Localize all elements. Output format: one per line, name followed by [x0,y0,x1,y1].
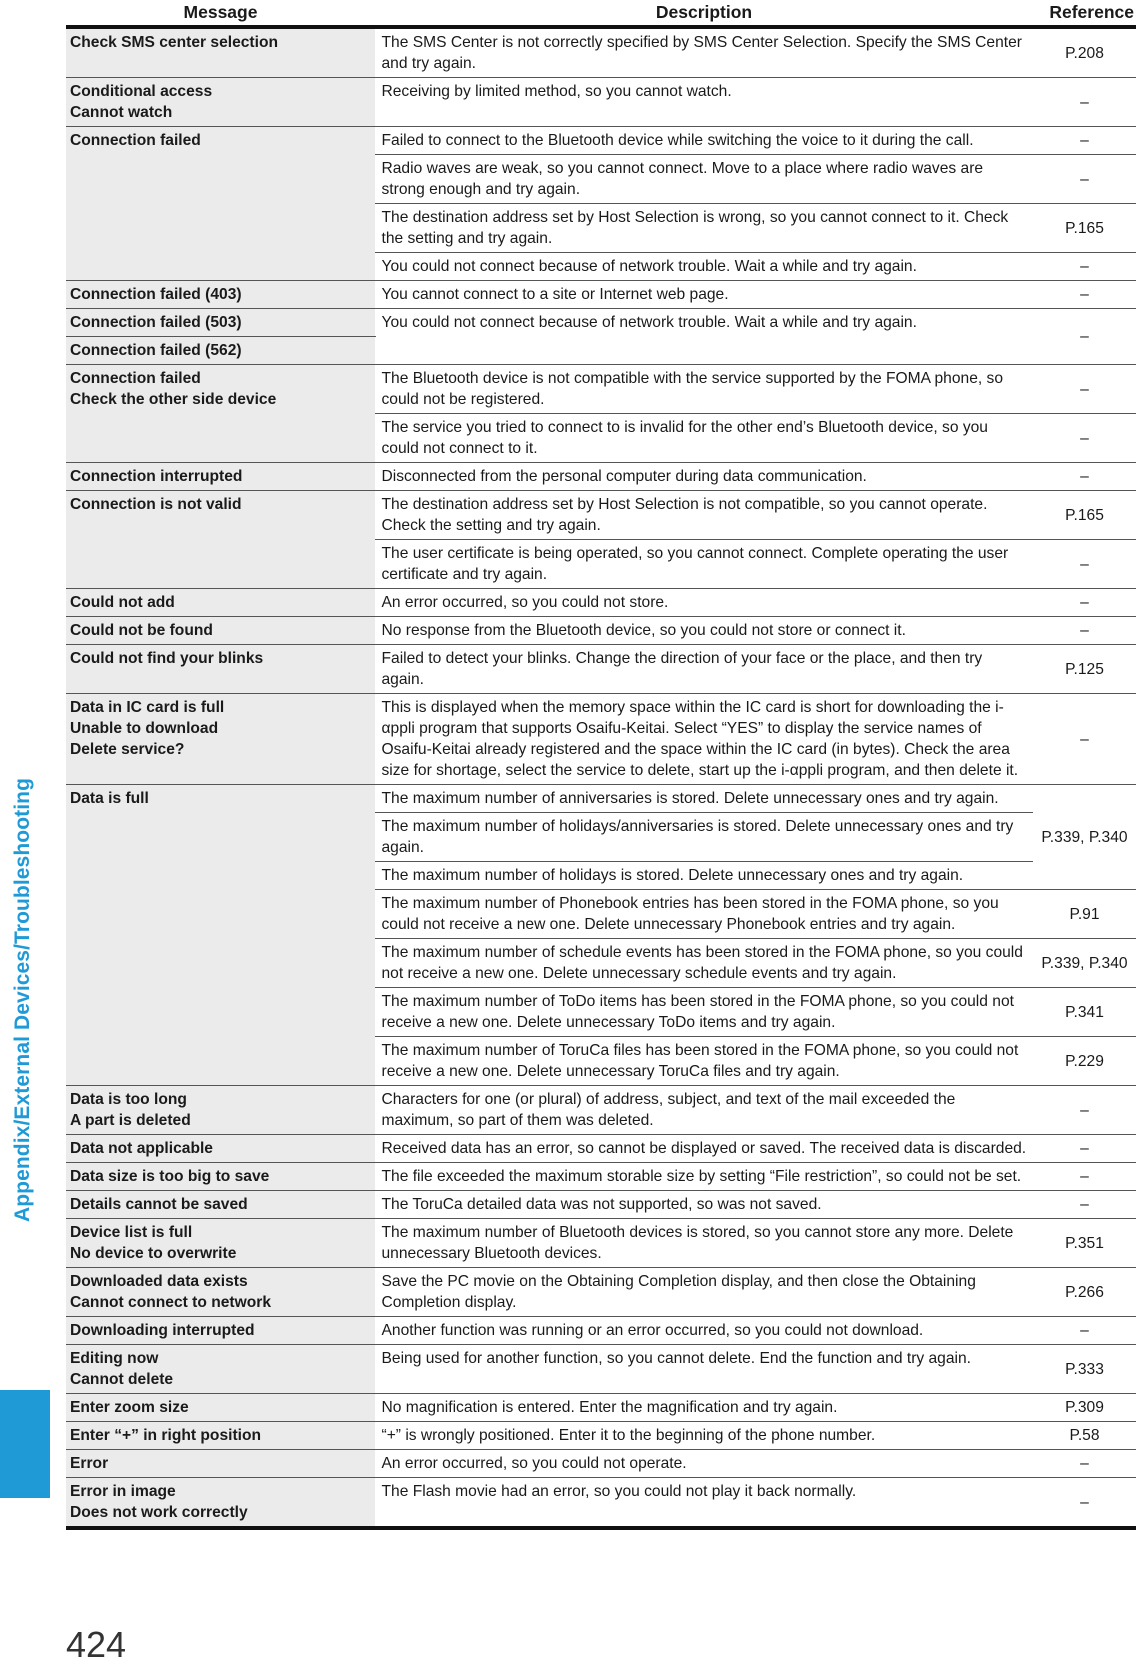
reference-cell: – [1033,365,1136,414]
message-line: Does not work correctly [70,1504,248,1521]
reference-cell: P.333 [1033,1345,1136,1394]
reference-cell: – [1033,589,1136,617]
message-line: Downloaded data exists [70,1273,248,1290]
reference-cell: – [1033,1163,1136,1191]
side-section-label [0,0,46,1500]
message-line: Delete service? [70,741,185,758]
message-line: Connection is not valid [70,496,242,513]
table-row [66,127,1136,155]
message-cell [66,337,375,365]
description-cell: You could not connect because of network trouble. Wait a while and try again. [375,309,1033,365]
reference-cell: – [1033,540,1136,589]
description-cell: The maximum number of Bluetooth devices is stored, so you cannot store any more. Delete unnecessary Bluetooth devices. [375,1219,1033,1268]
table-row [66,694,1136,785]
reference-cell: – [1033,1191,1136,1219]
table-row [66,1219,1136,1268]
page-number: 424 [66,1624,127,1665]
description-cell: An error occurred, so you could not operate. [375,1450,1033,1478]
description-cell: Radio waves are weak, so you cannot connect. Move to a place where radio waves are strong enough and try again. [375,155,1033,204]
table-row [66,1422,1136,1450]
description-cell: The SMS Center is not correctly specified by SMS Center Selection. Specify the SMS Center and try again. [375,27,1033,78]
header-reference: Reference [1033,0,1136,27]
message-cell [66,1191,375,1219]
message-cell [66,463,375,491]
reference-cell: P.91 [1033,890,1136,939]
description-cell: The user certificate is being operated, so you cannot connect. Complete operating the user certificate and try again. [375,540,1033,589]
reference-cell: P.208 [1033,27,1136,78]
message-line: Downloading interrupted [70,1322,255,1339]
description-cell: An error occurred, so you could not store. [375,589,1033,617]
message-cell [66,1135,375,1163]
message-line: Details cannot be saved [70,1196,248,1213]
description-cell: The maximum number of Phonebook entries has been stored in the FOMA phone, so you could not receive a new one. Delete unnecessary Phonebook entries and try again. [375,890,1033,939]
message-cell [66,1450,375,1478]
reference-cell: – [1033,253,1136,281]
message-line: Cannot watch [70,104,173,121]
reference-cell: P.351 [1033,1219,1136,1268]
message-line: Data in IC card is full [70,699,225,716]
description-cell: No response from the Bluetooth device, so you could not store or connect it. [375,617,1033,645]
message-line: Device list is full [70,1224,193,1241]
message-cell [66,281,375,309]
message-cell [66,1422,375,1450]
description-cell: “+” is wrongly positioned. Enter it to the beginning of the phone number. [375,1422,1033,1450]
reference-cell: P.309 [1033,1394,1136,1422]
description-cell: Save the PC movie on the Obtaining Completion display, and then close the Obtaining Completion display. [375,1268,1033,1317]
reference-cell: P.341 [1033,988,1136,1037]
message-line: Could not be found [70,622,213,639]
troubleshooting-table-wrap [66,0,1136,1530]
header-description: Description [375,0,1033,27]
description-cell: The maximum number of schedule events has been stored in the FOMA phone, so you could not receive a new one. Delete unnecessary schedule events and try again. [375,939,1033,988]
description-cell: The destination address set by Host Selection is not compatible, so you cannot operate. Check the setting and try again. [375,491,1033,540]
table-row [66,1191,1136,1219]
message-line: No device to overwrite [70,1245,237,1262]
message-line: Data size is too big to save [70,1168,270,1185]
section-title: Appendix/External Devices/Troubleshooting [11,777,34,1223]
message-cell [66,785,375,1086]
reference-cell: – [1033,1450,1136,1478]
reference-cell: P.125 [1033,645,1136,694]
message-line: Data is too long [70,1091,187,1108]
reference-cell: – [1033,694,1136,785]
reference-cell: – [1033,1317,1136,1345]
table-row [66,78,1136,127]
reference-cell: P.339, P.340 [1033,785,1136,890]
description-cell: The destination address set by Host Selection is wrong, so you cannot connect to it. Check the setting and try again. [375,204,1033,253]
table-row [66,1268,1136,1317]
description-cell: You could not connect because of network trouble. Wait a while and try again. [375,253,1033,281]
description-cell: The maximum number of anniversaries is stored. Delete unnecessary ones and try again. [375,785,1033,813]
table-row [66,365,1136,414]
message-line: Cannot delete [70,1371,174,1388]
reference-cell: – [1033,1086,1136,1135]
description-cell: This is displayed when the memory space within the IC card is short for downloading the i-αppli program that supports Osaifu-Keitai. Select “YES” to display the service names of Osaifu-Keitai already registered and the space within the IC card (in bytes). Check the area size for shortage, select the service to delete, start up the i-αppli program, and then delete it. [375,694,1033,785]
message-line: Editing now [70,1350,159,1367]
description-cell: The maximum number of ToruCa files has been stored in the FOMA phone, so you could not receive a new one. Delete unnecessary ToruCa files and try again. [375,1037,1033,1086]
message-cell [66,27,375,78]
reference-cell: – [1033,414,1136,463]
message-cell [66,694,375,785]
message-line: Check the other side device [70,391,277,408]
table-row [66,1394,1136,1422]
reference-cell: – [1033,78,1136,127]
table-row [66,1345,1136,1394]
message-cell [66,365,375,463]
message-line: Connection interrupted [70,468,243,485]
description-cell: The maximum number of ToDo items has been stored in the FOMA phone, so you could not receive a new one. Delete unnecessary ToDo items and try again. [375,988,1033,1037]
description-cell: Another function was running or an error occurred, so you could not download. [375,1317,1033,1345]
message-cell [66,617,375,645]
table-row [66,1163,1136,1191]
message-cell [66,309,375,337]
description-cell: No magnification is entered. Enter the magnification and try again. [375,1394,1033,1422]
reference-cell: – [1033,281,1136,309]
message-line: Cannot connect to network [70,1294,271,1311]
reference-cell: – [1033,463,1136,491]
description-cell: Received data has an error, so cannot be displayed or saved. The received data is discarded. [375,1135,1033,1163]
message-cell [66,78,375,127]
table-row [66,1478,1136,1529]
message-line: Enter zoom size [70,1399,189,1416]
description-cell: The ToruCa detailed data was not supported, so was not saved. [375,1191,1033,1219]
message-line: Error in image [70,1483,176,1500]
description-cell: Failed to connect to the Bluetooth device while switching the voice to it during the call. [375,127,1033,155]
description-cell: The maximum number of holidays/anniversaries is stored. Delete unnecessary ones and try again. [375,813,1033,862]
table-row [66,309,1136,337]
description-cell: Characters for one (or plural) of address, subject, and text of the mail exceeded the maximum, so part of them was deleted. [375,1086,1033,1135]
table-row [66,1450,1136,1478]
message-line: Connection failed (403) [70,286,242,303]
description-cell: The maximum number of holidays is stored. Delete unnecessary ones and try again. [375,862,1033,890]
table-row [66,491,1136,540]
message-cell [66,1394,375,1422]
message-line: Could not find your blinks [70,650,264,667]
message-cell [66,1219,375,1268]
message-cell [66,589,375,617]
table-row [66,617,1136,645]
message-cell [66,1345,375,1394]
table-row [66,1317,1136,1345]
table-row [66,785,1136,813]
description-cell: The file exceeded the maximum storable size by setting “File restriction”, so could not be set. [375,1163,1033,1191]
table-row [66,589,1136,617]
message-line: Data not applicable [70,1140,213,1157]
section-tab-marker [0,1390,50,1498]
description-cell: You cannot connect to a site or Internet web page. [375,281,1033,309]
message-cell [66,1086,375,1135]
reference-cell: P.58 [1033,1422,1136,1450]
message-line: Could not add [70,594,175,611]
message-line: Conditional access [70,83,213,100]
table-row [66,281,1136,309]
message-cell [66,491,375,589]
message-line: Check SMS center selection [70,34,278,51]
table-row [66,27,1136,78]
message-line: Unable to download [70,720,219,737]
table-body [66,27,1136,1528]
message-line: Data is full [70,790,149,807]
description-cell: Disconnected from the personal computer during data communication. [375,463,1033,491]
message-cell [66,645,375,694]
description-cell: Receiving by limited method, so you cannot watch. [375,78,1033,127]
message-cell [66,1478,375,1529]
table-row [66,463,1136,491]
message-cell [66,127,375,281]
message-line: Enter “+” in right position [70,1427,262,1444]
reference-cell: – [1033,617,1136,645]
table-row [66,645,1136,694]
reference-cell: – [1033,127,1136,155]
message-cell [66,1268,375,1317]
reference-cell: P.165 [1033,491,1136,540]
table-header-row [66,0,1136,27]
message-cell [66,1163,375,1191]
description-cell: Failed to detect your blinks. Change the direction of your face or the place, and then try again. [375,645,1033,694]
reference-cell: P.165 [1033,204,1136,253]
message-line: Connection failed [70,132,201,149]
message-line: Connection failed [70,370,201,387]
reference-cell: – [1033,1135,1136,1163]
reference-cell: – [1033,155,1136,204]
message-line: Error [70,1455,109,1472]
description-cell: The Flash movie had an error, so you could not play it back normally. [375,1478,1033,1529]
troubleshooting-table [66,0,1136,1530]
table-row [66,1135,1136,1163]
reference-cell: P.229 [1033,1037,1136,1086]
reference-cell: – [1033,309,1136,365]
message-line: Connection failed (503) [70,314,242,331]
description-cell: The service you tried to connect to is invalid for the other end’s Bluetooth device, so you could not connect to it. [375,414,1033,463]
header-message: Message [66,0,375,27]
message-cell [66,1317,375,1345]
description-cell: Being used for another function, so you cannot delete. End the function and try again. [375,1345,1033,1394]
reference-cell: – [1033,1478,1136,1529]
reference-cell: P.266 [1033,1268,1136,1317]
message-line: A part is deleted [70,1112,191,1129]
reference-cell: P.339, P.340 [1033,939,1136,988]
description-cell: The Bluetooth device is not compatible with the service supported by the FOMA phone, so could not be registered. [375,365,1033,414]
message-line: Connection failed (562) [70,342,242,359]
table-row [66,1086,1136,1135]
